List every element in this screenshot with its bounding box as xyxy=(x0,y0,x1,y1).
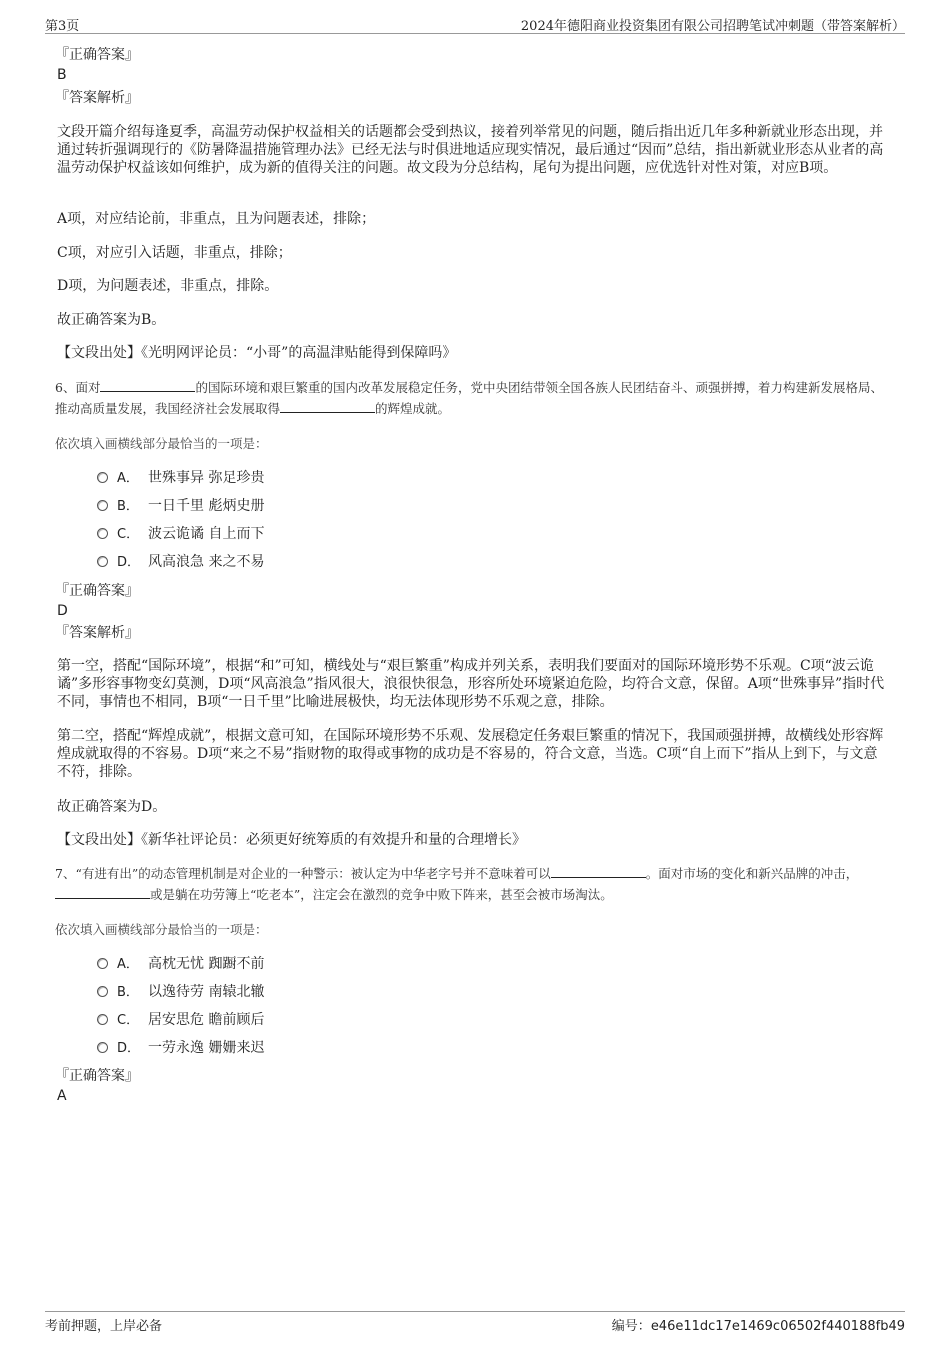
option-letter: C． xyxy=(117,527,140,542)
stem-text: 7、“有进有出”的动态管理机制是对企业的一种警示：被认定为中华老字号并不意味着可以 xyxy=(55,866,551,881)
option-b[interactable] xyxy=(55,493,455,521)
footer-code xyxy=(612,1315,905,1334)
options-list xyxy=(55,951,455,1063)
source-citation: 【文段出处】《光明网评论员：“小哥”的高温津贴能得到保障吗》 xyxy=(57,345,457,361)
option-text: 高枕无忧 踟蹰不前 xyxy=(148,956,265,972)
stem-text: 的辉煌成就。 xyxy=(375,401,451,416)
answer-value: A xyxy=(57,1088,67,1104)
option-letter: D． xyxy=(117,555,141,570)
option-text: 世殊事异 弥足珍贵 xyxy=(148,470,265,486)
answer-label: 『正确答案』 xyxy=(55,1068,139,1084)
stem-text: 6、面对 xyxy=(55,380,101,395)
option-letter: D． xyxy=(117,1041,141,1056)
option-text: 一日千里 彪炳史册 xyxy=(148,498,265,514)
options-list xyxy=(55,465,455,577)
option-text: 居安思危 瞻前顾后 xyxy=(148,1012,265,1028)
answer-label: 『正确答案』 xyxy=(55,583,139,599)
stem-text: 的国际环境和艰巨繁重的国内改革发展稳定任务，党中央团结带领全国各族人民团结奋斗、顽强拼搏，着力构建新发展格局、推动高质量发展，我国经济社会发展取得 xyxy=(55,380,883,416)
fill-blank xyxy=(551,865,646,878)
option-c[interactable] xyxy=(55,521,455,549)
radio-icon[interactable] xyxy=(97,528,108,539)
stem-text: 或是躺在功劳簿上“吃老本”，注定会在激烈的竞争中败下阵来，甚至会被市场淘汰。 xyxy=(150,887,613,902)
radio-icon[interactable] xyxy=(97,556,108,567)
page-header xyxy=(45,13,905,34)
page-number: 第3页 xyxy=(45,19,80,34)
analysis-paragraph: C项，对应引入话题，非重点，排除； xyxy=(57,245,292,261)
question-instruction: 依次填入画横线部分最恰当的一项是： xyxy=(55,436,268,451)
analysis-label: 『答案解析』 xyxy=(55,625,139,641)
question-stem xyxy=(55,377,885,419)
fill-blank xyxy=(55,886,150,899)
stem-text: 。面对市场的变化和新兴品牌的冲击， xyxy=(645,866,859,881)
analysis-paragraph: A项，对应结论前，非重点，且为问题表述，排除； xyxy=(57,211,376,227)
analysis-paragraph: 第一空，搭配“国际环境”，根据“和”可知，横线处与“艰巨繁重”构成并列关系，表明我们要面对的国际环境形势不乐观。C项“波云诡谲”多形容事物变幻莫测，D项“风高浪急”指风很大，浪很快很急，形容所处环境紧迫危险，均符合文意，保留。A项“世殊事异”指时代不同，事情也不相同，B项“一日千里”比喻进展极快，均无法体现形势不乐观之意，排除。 xyxy=(57,658,885,710)
answer-value: D xyxy=(57,603,68,619)
answer-value: B xyxy=(57,67,67,83)
radio-icon[interactable] xyxy=(97,472,108,483)
footer-slogan: 考前押题，上岸必备 xyxy=(45,1319,163,1334)
option-a[interactable] xyxy=(55,951,455,979)
option-text: 波云诡谲 自上而下 xyxy=(148,526,265,542)
radio-icon[interactable] xyxy=(97,1014,108,1025)
question-instruction: 依次填入画横线部分最恰当的一项是： xyxy=(55,922,268,937)
footer-code-label: 编号： xyxy=(611,1319,651,1334)
option-b[interactable] xyxy=(55,979,455,1007)
fill-blank xyxy=(280,400,375,413)
option-letter: B． xyxy=(117,985,139,1000)
document-title: 2024年德阳商业投资集团有限公司招聘笔试冲刺题（带答案解析） xyxy=(520,19,905,34)
source-citation: 【文段出处】《新华社评论员：必须更好统筹质的有效提升和量的合理增长》 xyxy=(57,832,526,848)
question-stem xyxy=(55,863,885,905)
radio-icon[interactable] xyxy=(97,958,108,969)
answer-label: 『正确答案』 xyxy=(55,47,139,63)
option-letter: A． xyxy=(117,957,139,972)
radio-icon[interactable] xyxy=(97,1042,108,1053)
radio-icon[interactable] xyxy=(97,986,108,997)
analysis-paragraph: D项，为问题表述，非重点，排除。 xyxy=(57,278,279,294)
analysis-paragraph: 文段开篇介绍每逢夏季，高温劳动保护权益相关的话题都会受到热议，接着列举常见的问题，随后指出近几年多种新就业形态出现，并通过转折强调现行的《防暑降温措施管理办法》已经无法与时俱进地适应现实情况，最后通过“因而”总结，指出新就业形态从业者的高温劳动保护权益该如何维护，成为新的值得关注的问题。故文段为分总结构，尾句为提出问题，应优选针对性对策，对应B项。 xyxy=(57,124,884,176)
option-d[interactable] xyxy=(55,1035,455,1063)
option-text: 以逸待劳 南辕北辙 xyxy=(148,984,265,1000)
analysis-label: 『答案解析』 xyxy=(55,90,139,106)
analysis-paragraph: 第二空，搭配“辉煌成就”，根据文意可知，在国际环境形势不乐观、发展稳定任务艰巨繁重的情况下，我国顽强拼搏，故横线处形容辉煌成就取得的不容易。D项“来之不易”指财物的取得或事物的成功是不容易的，符合文意，当选。C项“自上而下”指从上到下，与文意不符，排除。 xyxy=(57,728,884,780)
option-d[interactable] xyxy=(55,549,455,577)
option-c[interactable] xyxy=(55,1007,455,1035)
analysis-paragraph: 故正确答案为D。 xyxy=(57,799,167,815)
fill-blank xyxy=(100,379,195,392)
page-footer xyxy=(45,1311,905,1334)
option-a[interactable] xyxy=(55,465,455,493)
option-letter: A． xyxy=(117,471,139,486)
footer-code-value: e46e11dc17e1469c06502f440188fb49 xyxy=(650,1319,905,1334)
option-text: 风高浪急 来之不易 xyxy=(148,554,265,570)
analysis-paragraph: 故正确答案为B。 xyxy=(57,312,166,328)
option-letter: B． xyxy=(117,499,139,514)
option-letter: C． xyxy=(117,1013,140,1028)
option-text: 一劳永逸 姗姗来迟 xyxy=(148,1040,265,1056)
radio-icon[interactable] xyxy=(97,500,108,511)
